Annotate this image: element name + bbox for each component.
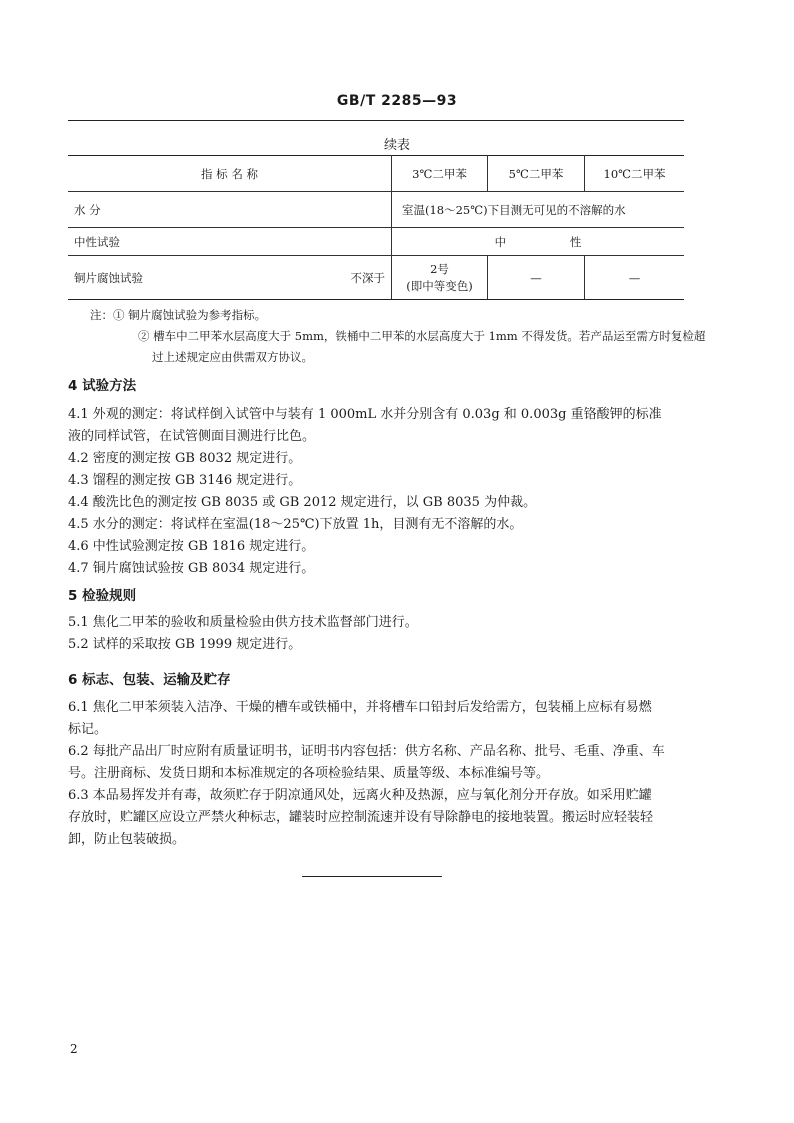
header-3c-xylene: 3℃二甲苯 (392, 156, 488, 192)
para-6-3-line-1: 6.3 本品易挥发并有毒，故须贮存于阴凉通风处，远离火种及热源，应与氧化剂分开存放。如采用贮罐 (68, 788, 652, 803)
row-value-copper-10c: — (585, 256, 685, 300)
para-4-1-line-2: 液的同样试管，在试管侧面目测进行比色。 (68, 429, 316, 444)
para-4-5: 4.5 水分的测定：将试样在室温(18～25℃)下放置 1h，目测有无不溶解的水。 (68, 517, 523, 532)
header-rule (68, 120, 684, 121)
section-6-body (68, 697, 690, 851)
note-1: 注：① 铜片腐蚀试验为参考指标。 (90, 308, 267, 322)
page-number: 2 (70, 1042, 78, 1056)
table-row (68, 228, 684, 256)
section-6-title: 6 标志、包装、运输及贮存 (68, 672, 231, 688)
para-4-4: 4.4 酸洗比色的测定按 GB 8035 或 GB 2012 规定进行，以 GB 8035 为仲裁。 (68, 495, 537, 510)
section-5-body (68, 612, 690, 656)
table-row (68, 192, 684, 228)
table-header-row (68, 156, 684, 192)
row-value-copper-5c: — (488, 256, 585, 300)
copper-grade-note: (即中等变色) (406, 278, 473, 293)
standard-number-header: GB/T 2285—93 (336, 93, 458, 109)
para-4-2: 4.2 密度的测定按 GB 8032 规定进行。 (68, 451, 302, 466)
table-notes (90, 305, 706, 368)
note-2-line-1: ② 槽车中二甲苯水层高度大于 5mm，铁桶中二甲苯的水层高度大于 1mm 不得发货。若产品运至需方时复检超 (138, 329, 706, 343)
copper-corrosion-label: 铜片腐蚀试验 (74, 270, 143, 285)
row-value-water: 室温(18～25℃)下目测无可见的不溶解的水 (392, 192, 685, 228)
spec-table (68, 155, 684, 300)
section-4-body (68, 404, 690, 580)
para-6-1-line-1: 6.1 焦化二甲苯须装入洁净、干燥的槽车或铁桶中，并将槽车口铅封后发给需方，包装桶上应标有易燃 (68, 700, 652, 715)
para-6-3-line-3: 卸，防止包装破损。 (68, 832, 186, 847)
para-6-3-line-2: 存放时，贮罐区应设立严禁火种标志，罐装时应控制流速并设有导除静电的接地装置。搬运时应轻装轻 (68, 810, 654, 825)
row-value-neutral: 中 性 (392, 228, 685, 256)
para-5-2: 5.2 试样的采取按 GB 1999 规定进行。 (68, 637, 302, 652)
row-name-water: 水 分 (68, 192, 392, 228)
note-2-line-2: 过上述规定应由供需双方协议。 (152, 350, 313, 364)
table-row (68, 256, 684, 300)
para-6-1-line-2: 标记。 (68, 722, 108, 737)
row-name-copper-corrosion (68, 256, 392, 300)
header-indicator-name: 指 标 名 称 (68, 156, 392, 192)
notes-label: 注： (90, 308, 113, 322)
section-4-title: 4 试验方法 (68, 378, 137, 394)
section-5-title: 5 检验规则 (68, 588, 137, 604)
para-4-1-line-1: 4.1 外观的测定：将试样倒入试管中与装有 1 000mL 水并分别含有 0.03g 和 0.003g 重铬酸钾的标准 (68, 407, 662, 422)
end-of-document-rule (302, 876, 442, 877)
para-4-3: 4.3 馏程的测定按 GB 3146 规定进行。 (68, 473, 302, 488)
para-6-2-line-2: 号。注册商标、发货日期和本标准规定的各项检验结果、质量等级、本标准编号等。 (68, 766, 550, 781)
row-name-neutral: 中性试验 (68, 228, 392, 256)
row-value-copper-3c (392, 256, 488, 300)
para-4-7: 4.7 铜片腐蚀试验按 GB 8034 规定进行。 (68, 561, 315, 576)
copper-grade: 2号 (430, 261, 449, 276)
para-5-1: 5.1 焦化二甲苯的验收和质量检验由供方技术监督部门进行。 (68, 615, 418, 630)
para-6-2-line-1: 6.2 每批产品出厂时应附有质量证明书，证明书内容包括：供方名称、产品名称、批号、毛重、净重、车 (68, 744, 665, 759)
not-deeper-than-label: 不深于 (350, 270, 385, 285)
table-caption: 续表 (383, 138, 410, 153)
header-5c-xylene: 5℃二甲苯 (488, 156, 585, 192)
header-10c-xylene: 10℃二甲苯 (585, 156, 685, 192)
para-4-6: 4.6 中性试验测定按 GB 1816 规定进行。 (68, 539, 315, 554)
